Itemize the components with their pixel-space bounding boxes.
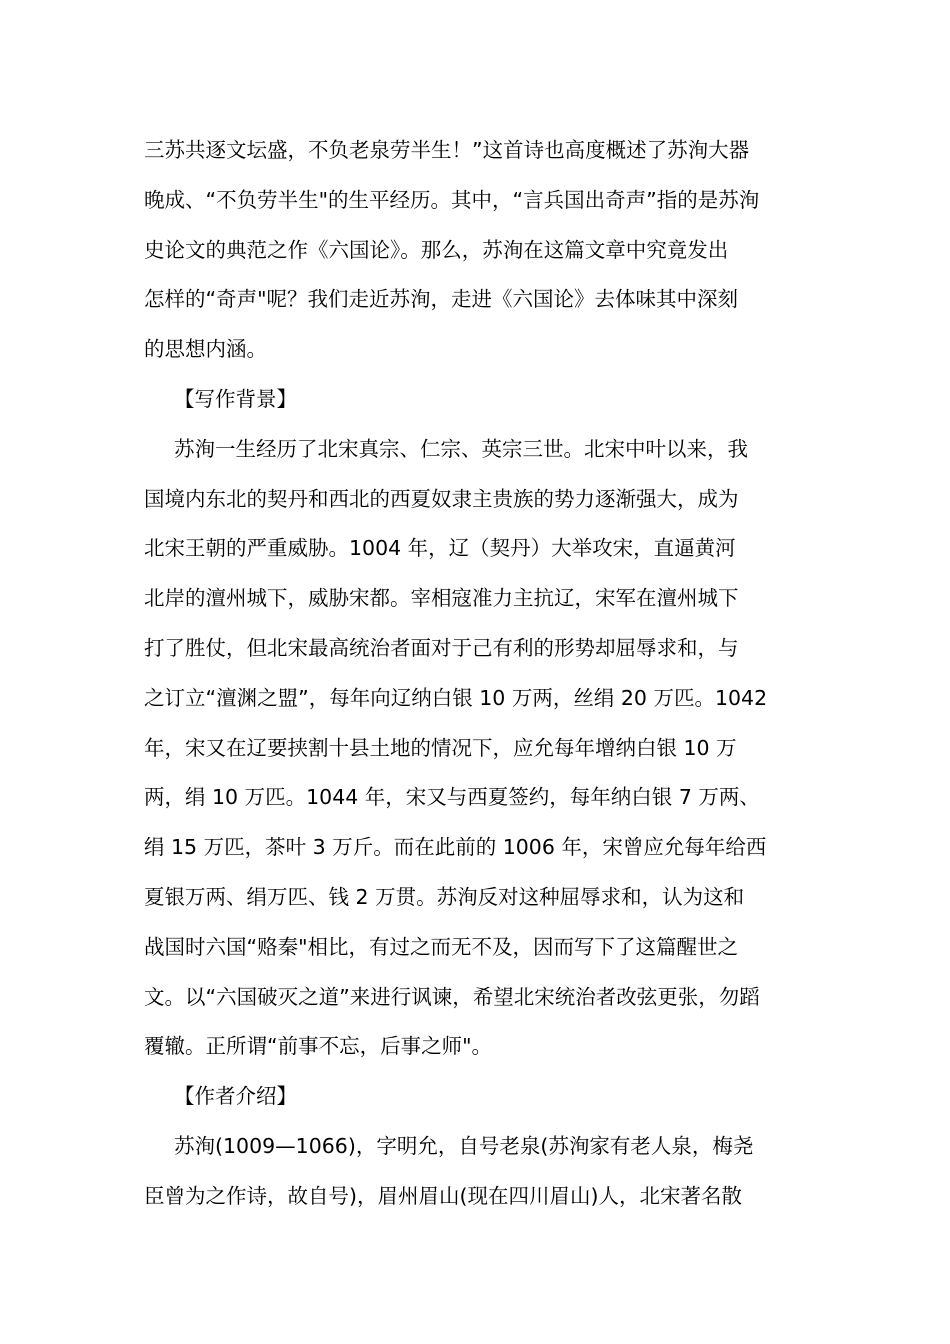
- text-line: 战国时六国“赂秦"相比，有过之而无不及，因而写下了这篇醒世之: [144, 934, 739, 959]
- text-line: 【作者介绍】: [174, 1084, 297, 1109]
- text-line: 两，绢 10 万匹。1044 年，宋又与西夏签约，每年纳白银 7 万两、: [144, 785, 760, 810]
- text-line: 史论文的典范之作《六国论》。那么，苏洵在这篇文章中究竟发出: [144, 237, 729, 262]
- text-line: 年，宋又在辽要挟割十县土地的情况下，应允每年增纳白银 10 万: [144, 735, 737, 760]
- text-line: 北宋王朝的严重威胁。1004 年，辽（契丹）大举攻宋，直逼黄河: [144, 536, 736, 561]
- text-line: 晚成、“不负劳半生"的生平经历。其中，“言兵国出奇声”指的是苏洵: [144, 187, 760, 212]
- text-line: 之订立“澶渊之盟”，每年向辽纳白银 10 万两，丝绢 20 万匹。1042: [144, 685, 768, 710]
- text-line: 臣曾为之作诗，故自号)，眉州眉山(现在四川眉山)人，北宋著名散: [144, 1183, 742, 1208]
- text-line: 苏洵一生经历了北宋真宗、仁宗、英宗三世。北宋中叶以来，我: [174, 436, 748, 461]
- text-line: 绢 15 万匹，茶叶 3 万斤。而在此前的 1006 年，宋曾应允每年给西: [144, 835, 767, 860]
- text-line: 苏洵(1009—1066)，字明允，自号老泉(苏洵家有老人泉，梅尧: [174, 1133, 754, 1158]
- text-line: 覆辙。正所谓“前事不忘，后事之师"。: [144, 1034, 493, 1059]
- text-line: 北岸的澶州城下，威胁宋都。宰相寇准力主抗辽，宋军在澶州城下: [144, 586, 739, 611]
- text-line: 夏银万两、绢万匹、钱 2 万贯。苏洵反对这种屈辱求和，认为这和: [144, 884, 745, 909]
- text-line: 国境内东北的契丹和西北的西夏奴隶主贵族的势力逐渐强大，成为: [144, 486, 739, 511]
- text-line: 文。以“六国破灭之道”来进行讽谏，希望北宋统治者改弦更张，勿蹈: [144, 984, 760, 1009]
- text-line: 打了胜仗，但北宋最高统治者面对于己有利的形势却屈辱求和，与: [144, 635, 739, 660]
- document-body: [144, 126, 808, 1222]
- text-line: 【写作背景】: [174, 386, 297, 411]
- text-line: 怎样的“奇声"呢？我们走近苏洵，走进《六国论》去体味其中深刻: [144, 287, 739, 312]
- text-line: 三苏共逐文坛盛，不负老泉劳半生！”这首诗也高度概述了苏洵大器: [144, 138, 750, 162]
- text-line: 的思想内涵。: [144, 337, 267, 362]
